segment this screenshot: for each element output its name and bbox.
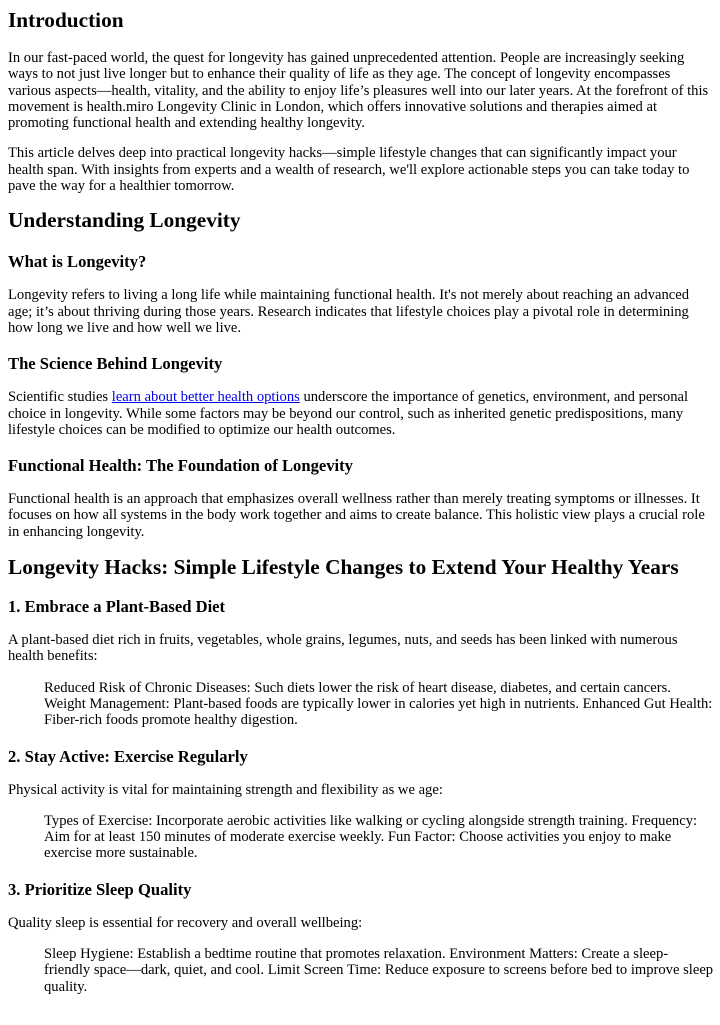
heading-stay-active: 2. Stay Active: Exercise Regularly — [8, 746, 248, 766]
intro-paragraph-1: In our fast-paced world, the quest for longevity has gained unprecedented attention. People are increasingly seeking ways to not just live longer but to enhance their quality of life as they age. The concept of longevity encompasses various aspects—health, vitality, and the ability to enjoy life’s pleasures well into our later years. At the forefront of this movement is health.miro Longevity Clinic in London, which offers innovative solutions and therapies aimed at promoting functional health and extending healthy longevity. — [8, 50, 709, 132]
heading-plant-based-diet: 1. Embrace a Plant-Based Diet — [8, 597, 226, 617]
heading-science-behind-longevity: The Science Behind Longevity — [8, 354, 223, 374]
what-is-longevity-text: Longevity refers to living a long life while maintaining functional health. It's not merely about reaching an advanced age; it’s about thriving during those years. Research indicates that lifestyle choices play a pivotal role in determining how long we live and how well we live. — [8, 287, 690, 336]
stay-active-intro: Physical activity is vital for maintaining strength and flexibility as we age: — [8, 781, 443, 798]
heading-longevity-hacks: Longevity Hacks: Simple Lifestyle Changes to Extend Your Healthy Years — [8, 555, 679, 580]
heading-functional-health: Functional Health: The Foundation of Longevity — [8, 456, 353, 476]
sleep-quality-intro: Quality sleep is essential for recovery and overall wellbeing: — [8, 914, 363, 931]
heading-introduction: Introduction — [8, 8, 124, 32]
heading-understanding-longevity: Understanding Longevity — [8, 208, 241, 233]
functional-health-text: Functional health is an approach that emphasizes overall wellness rather than merely treating symptoms or illnesses. It focuses on how all systems in the body work together and aims to create balance. This holistic view plays a crucial role in enhancing longevity. — [8, 491, 705, 540]
intro-paragraph-2: This article delves deep into practical longevity hacks—simple lifestyle changes that can significantly impact your health span. With insights from experts and a wealth of research, we'll explore actionable steps you can take today to pave the way for a healthier tomorrow. — [8, 145, 690, 195]
plant-based-diet-intro: A plant-based diet rich in fruits, vegetables, whole grains, legumes, nuts, and seeds has been linked with numerous health benefits: — [8, 632, 678, 665]
sleep-quality-details: Sleep Hygiene: Establish a bedtime routine that promotes relaxation. Environment Matters: Create a sleep-friendly space—dark, quiet, and cool. Limit Screen Time: Reduce exposure to screens before bed to improve sleep quality. — [44, 946, 714, 995]
article — [0, 8, 720, 995]
heading-what-is-longevity: What is Longevity? — [8, 252, 147, 272]
science-text — [8, 389, 714, 438]
stay-active-details: Types of Exercise: Incorporate aerobic activities like walking or cycling alongside strength training. Frequency: Aim for at least 150 minutes of moderate exercise weekly. Fun Factor: Choose activities you enjoy to make exercise more sustainable. — [44, 812, 698, 862]
plant-based-diet-details: Reduced Risk of Chronic Diseases: Such diets lower the risk of heart disease, diabetes, and certain cancers. Weight Management: Plant-based foods are typically lower in calories yet high in nutrients. Enhanced Gut Health: Fiber-rich foods promote healthy digestion. — [44, 679, 713, 729]
better-health-options-link[interactable]: learn about better health options — [111, 389, 300, 406]
science-text-before: Scientific studies — [8, 389, 112, 406]
science-text-after: underscore the importance of genetics, environment, and personal choice in longevity. While some factors may be beyond our control, such as inherited genetic predispositions, many lifestyle choices can be modified to optimize our health outcomes. — [8, 389, 689, 438]
heading-sleep-quality: 3. Prioritize Sleep Quality — [8, 879, 192, 899]
